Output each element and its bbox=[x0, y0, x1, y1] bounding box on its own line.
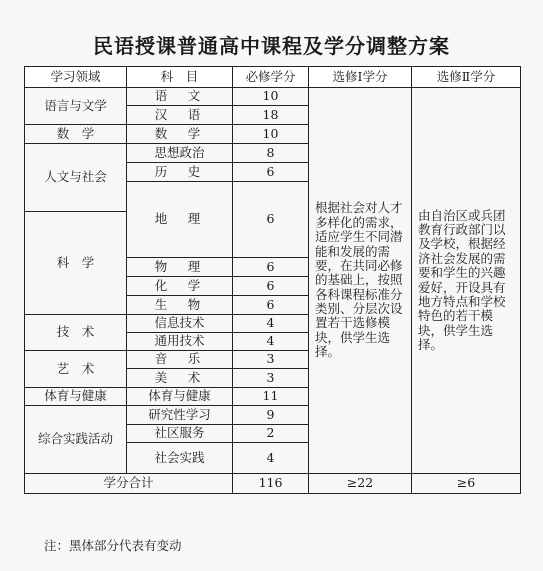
header-elective2-credit: 选修Ⅱ学分 bbox=[412, 67, 521, 88]
header-domain: 学习领域 bbox=[25, 67, 127, 88]
credit-cell: 6 bbox=[233, 163, 309, 182]
subject-cell: 思想政治 bbox=[127, 144, 233, 163]
subject-cell: 地 理 bbox=[127, 182, 233, 258]
domain-cell: 体育与健康 bbox=[25, 388, 127, 406]
credit-cell: 4 bbox=[233, 333, 309, 351]
credit-cell: 10 bbox=[233, 125, 309, 144]
subject-cell: 信息技术 bbox=[127, 315, 233, 333]
total-elective2: ≥6 bbox=[412, 474, 521, 494]
subject-cell: 美 术 bbox=[127, 369, 233, 388]
credit-cell: 3 bbox=[233, 351, 309, 369]
credit-cell: 6 bbox=[233, 296, 309, 315]
credit-cell: 3 bbox=[233, 369, 309, 388]
credit-cell: 4 bbox=[233, 443, 309, 474]
header-subject: 科 目 bbox=[127, 67, 233, 88]
credit-cell: 18 bbox=[233, 106, 309, 125]
subject-cell: 通用技术 bbox=[127, 333, 233, 351]
domain-cell: 语言与文学 bbox=[25, 88, 127, 125]
credit-cell: 8 bbox=[233, 144, 309, 163]
subject-cell: 化 学 bbox=[127, 277, 233, 296]
elective1-description: 根据社会对人才多样化的需求，适应学生不同潜能和发展的需要，在共同必修的基础上，按照各科课程标准分类别、分层次设置若干选修模块，供学生选择。 bbox=[309, 88, 412, 474]
header-required-credit: 必修学分 bbox=[233, 67, 309, 88]
subject-cell: 社区服务 bbox=[127, 425, 233, 443]
subject-cell: 历 史 bbox=[127, 163, 233, 182]
credit-cell: 6 bbox=[233, 182, 309, 258]
domain-cell: 艺 术 bbox=[25, 351, 127, 388]
subject-cell: 社会实践 bbox=[127, 443, 233, 474]
subject-cell: 生 物 bbox=[127, 296, 233, 315]
subject-cell: 物 理 bbox=[127, 258, 233, 277]
credit-cell: 11 bbox=[233, 388, 309, 406]
page-title: 民语授课普通高中课程及学分调整方案 bbox=[93, 34, 450, 58]
credit-cell: 2 bbox=[233, 425, 309, 443]
total-required: 116 bbox=[233, 474, 309, 494]
domain-cell: 科 学 bbox=[25, 212, 127, 315]
credit-cell: 10 bbox=[233, 88, 309, 106]
credit-cell: 4 bbox=[233, 315, 309, 333]
footnote: 注：黑体部分代表有变动 bbox=[44, 538, 182, 553]
header-elective1-credit: 选修Ⅰ学分 bbox=[309, 67, 412, 88]
domain-cell: 技 术 bbox=[25, 315, 127, 351]
total-elective1: ≥22 bbox=[309, 474, 412, 494]
subject-cell: 音 乐 bbox=[127, 351, 233, 369]
elective2-description: 由自治区或兵团教育行政部门以及学校，根据经济社会发展的需要和学生的兴趣爱好，开设具有地方特点和学校特色的若干模块，供学生选择。 bbox=[412, 88, 521, 474]
domain-cell: 人文与社会 bbox=[25, 144, 127, 212]
subject-cell: 汉 语 bbox=[127, 106, 233, 125]
header-row bbox=[25, 67, 521, 88]
domain-cell: 数 学 bbox=[25, 125, 127, 144]
subject-cell: 体育与健康 bbox=[127, 388, 233, 406]
credit-cell: 9 bbox=[233, 406, 309, 425]
credit-cell: 6 bbox=[233, 258, 309, 277]
domain-cell: 综合实践活动 bbox=[25, 406, 127, 474]
curriculum-table bbox=[24, 66, 521, 494]
credit-cell: 6 bbox=[233, 277, 309, 296]
subject-cell: 语 文 bbox=[127, 88, 233, 106]
subject-cell: 研究性学习 bbox=[127, 406, 233, 425]
table-row bbox=[25, 88, 521, 106]
total-row bbox=[25, 474, 521, 494]
subject-cell: 数 学 bbox=[127, 125, 233, 144]
total-label: 学分合计 bbox=[25, 474, 233, 494]
